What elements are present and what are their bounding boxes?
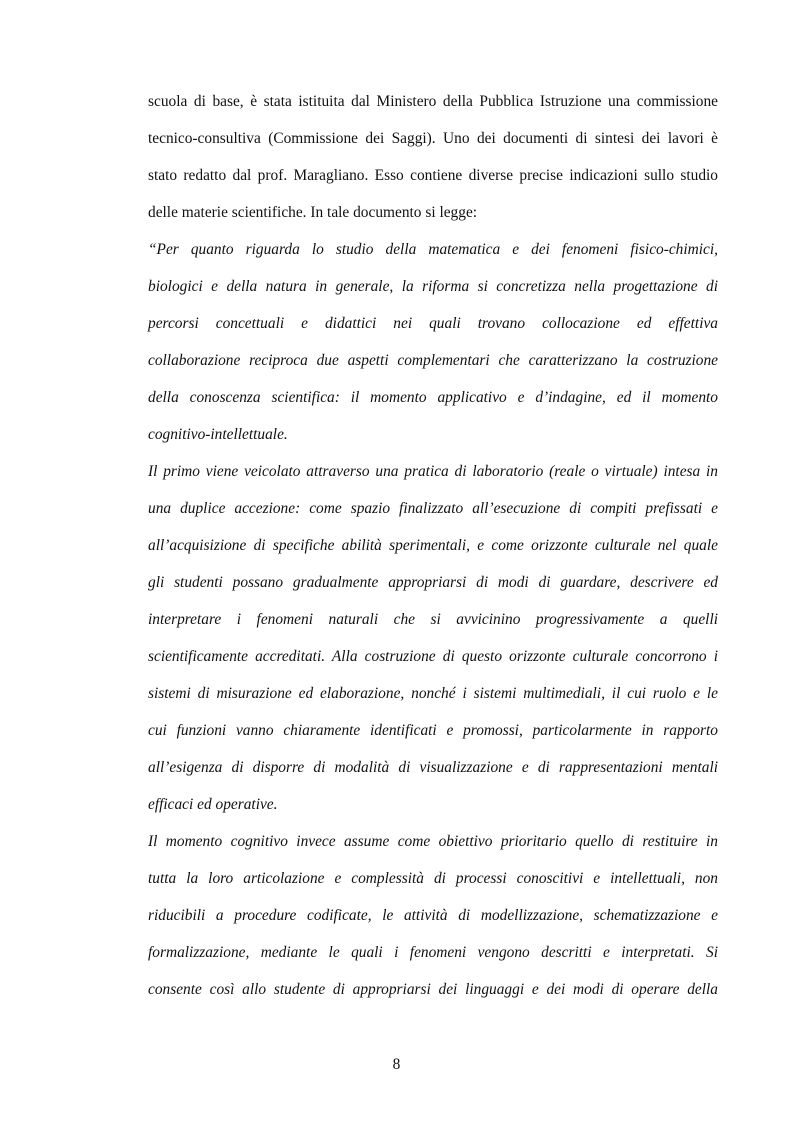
quote-line: formalizzazione, mediante le quali i fenomeni vengono descritti e interpretati. Si — [148, 944, 718, 961]
quote-line: interpretare i fenomeni naturali che si avvicinino progressivamente a quelli — [148, 611, 718, 628]
quote-line: all’acquisizione di specifiche abilità sperimentali, e come orizzonte culturale nel quale — [148, 537, 718, 554]
intro-line: stato redatto dal prof. Maragliano. Esso contiene diverse precise indicazioni sullo studio — [148, 167, 718, 184]
quote-line: scientificamente accreditati. Alla costruzione di questo orizzonte culturale concorrono i — [148, 648, 718, 665]
quote-line: Il momento cognitivo invece assume come obiettivo prioritario quello di restituire in — [148, 833, 718, 850]
quote-line: all’esigenza di disporre di modalità di visualizzazione e di rappresentazioni mentali — [148, 759, 718, 776]
quote-line: cognitivo-intellettuale. — [148, 426, 288, 443]
quote-line: efficaci ed operative. — [148, 796, 278, 813]
quote-line: della conoscenza scientifica: il momento applicativo e d’indagine, ed il momento — [148, 389, 718, 406]
quote-line: biologici e della natura in generale, la riforma si concretizza nella progettazione di — [148, 278, 718, 295]
quote-line: collaborazione reciproca due aspetti complementari che caratterizzano la costruzione — [148, 352, 718, 369]
quote-line: Il primo viene veicolato attraverso una pratica di laboratorio (reale o virtuale) intesa in — [148, 463, 718, 480]
quote-line: tutta la loro articolazione e complessità di processi conoscitivi e intellettuali, non — [148, 870, 718, 887]
intro-line: scuola di base, è stata istituita dal Ministero della Pubblica Istruzione una commissione — [148, 93, 718, 110]
quote-line: sistemi di misurazione ed elaborazione, nonché i sistemi multimediali, il cui ruolo e le — [148, 685, 718, 702]
intro-line: delle materie scientifiche. In tale documento si legge: — [148, 204, 478, 221]
quote-line: cui funzioni vanno chiaramente identificati e promossi, particolarmente in rapporto — [148, 722, 718, 739]
intro-line: tecnico-consultiva (Commissione dei Saggi). Uno dei documenti di sintesi dei lavori è — [148, 130, 718, 147]
quote-line: gli studenti possano gradualmente appropriarsi di modi di guardare, descrivere ed — [148, 574, 718, 591]
quote-line: una duplice accezione: come spazio finalizzato all’esecuzione di compiti prefissati e — [148, 500, 718, 517]
quote-line: “Per quanto riguarda lo studio della matematica e dei fenomeni fisico-chimici, — [148, 241, 718, 258]
quote-line: riducibili a procedure codificate, le attività di modellizzazione, schematizzazione e — [148, 907, 718, 924]
page-number: 8 — [392, 1056, 401, 1073]
quote-line: percorsi concettuali e didattici nei quali trovano collocazione ed effettiva — [148, 315, 718, 332]
quote-line: consente così allo studente di appropriarsi dei linguaggi e dei modi di operare della — [148, 981, 718, 998]
